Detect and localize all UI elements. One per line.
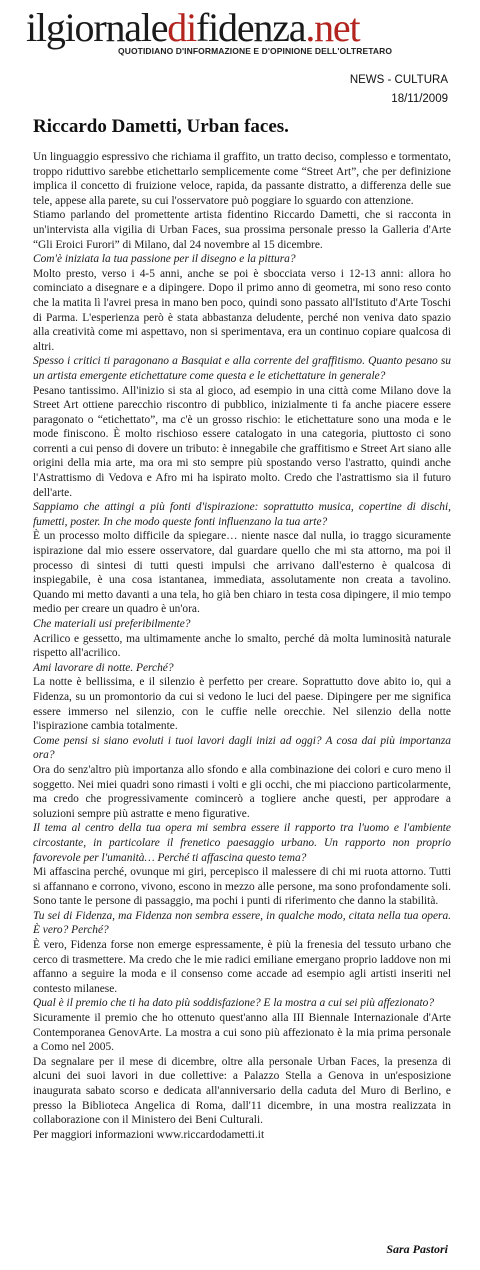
article-paragraph: Pesano tantissimo. All'inizio si sta al gioco, ad esempio in una città come Milano dove la Street Art ottiene parecchio riscontro di pubblico, inizialmente ti fa anche piacere essere paragonato o “etichettato”, ma c'è un grosso rischio: le etichettature sono una moda e le mode finiscono. È molto rischioso essere catalogato in una categoria, piuttosto ci sono correnti a cui penso di dovere un tributo: è innegabile che graffitismo e Street Art siano alle origini della mia arte, ma ora mi sto sempre più spostando verso l'astratto, quindi anche l'Astrattismo di Vedova e Afro mi ha ispirato molto. Credo che l'astrattismo sia il futuro dell'arte. [33,384,451,499]
interview-question: Qual è il premio che ti ha dato più soddisfazione? E la mostra a cui sei più affezionato? [33,997,435,1010]
logo-part-net: .net [305,5,360,50]
logo-part-fidenza: fidenza [196,5,306,50]
site-masthead [26,5,466,60]
site-logo[interactable] [26,5,466,50]
interview-question: Tu sei di Fidenza, ma Fidenza non sembra essere, in qualche modo, citata nella tua opera. È vero? Perché? [33,909,451,937]
article-paragraph: Mi affascina perché, ovunque mi giri, percepisco il malessere di chi mi ruota attorno. Tutti si affannano e corrono, vivono, escono in mezzo alle persone, ma sono profondamente soli. Sono tante le persone di passaggio, ma pochi i punti di riferimento che danno la stabilità. [33,866,451,908]
article-paragraph: Sicuramente il premio che ho ottenuto quest'anno alla III Biennale Internazionale d'Arte Contemporanea GenovArte. La mostra a cui sono più affezionato è la mia prima personale a Como nel 2005. [33,1012,451,1054]
interview-question: Spesso i critici ti paragonano a Basquiat e alla corrente del graffitismo. Quanto pesano su un artista emergente etichettature come questa e le etichettature in generale? [33,355,451,382]
interview-question: Il tema al centro della tua opera mi sembra essere il rapporto tra l'uomo e l'ambiente circostante, in particolare il frenetico paesaggio urbano. Un rapporto non proprio favorevole per l'umanità… Perché ti affascina questo tema? [33,822,451,864]
logo-part-di: di [167,5,197,50]
interview-question: Che materiali usi preferibilmente? [33,618,191,630]
article-paragraph: Un linguaggio espressivo che richiama il graffito, un tratto deciso, complesso e tormentato, troppo riduttivo sarebbe etichettarlo semplicemente come “Street Art”, che per definizione implica il concetto di fruizione veloce, rapida, da passante distratto, a differenza delle sue tele, appese alla parete, su cui l'osservatore può poggiare lo sguardo con attenzione. [33,151,451,207]
article-paragraph: Da segnalare per il mese di dicembre, oltre alla personale Urban Faces, la presenza di alcuni dei suoi lavori in due collettive: a Palazzo Stella a Genova in un'esposizione inaugurata sabato scorso e dedicata all'anniversario della caduta del Muro di Berlino, e presso la Biblioteca Angelica di Roma, dall'11 dicembre, in una mostra realizzata in collaborazione con il Ministero dei Beni Culturali. [33,1055,451,1127]
interview-question: Come pensi si siano evoluti i tuoi lavori dagli inizi ad oggi? A cosa dai più importanza ora? [33,734,451,762]
article-paragraph: È vero, Fidenza forse non emerge espressamente, è più la frenesia del tessuto urbano che cerco di trasmettere. Ma credo che le mie radici emiliane emergano proprio laddove non mi affanno a seguire la moda e il consenso come accade ad esempio agli artisti inseriti nel contesto milanese. [33,939,451,995]
section-label[interactable]: NEWS - CULTURA [349,74,448,86]
article-paragraph: Molto presto, verso i 4-5 anni, anche se poi è sbocciata verso i 12-13 anni: allora ho cominciato a disegnare e a dipingere. Dopo il primo anno di geometra, mi sono reso conto che la matita lì l'avrei presa in mano ben poco, quindi sono passato all'Istituto d'Arte Toschi di Parma. L'esperienza però è stata abbastanza deludente, perché non veniva dato spazio alla creatività come mi aspettavo, non si sperimentava, era un continuo copiare qualcosa di altri. [33,267,451,353]
interview-question: Ami lavorare di notte. Perché? [33,661,174,674]
article-paragraph: Per maggiori informazioni www.riccardodametti.it [33,1128,265,1141]
article-paragraph: È un processo molto difficile da spiegare… niente nasce dal nulla, io traggo sicuramente ispirazione dal mio essere osservatore, dal guardare quello che mi sta attorno, ma poi il processo di sintesi di tutti questi impulsi che arrivano dall'esterno è qualcosa di inspiegabile, è una cosa istantanea, immediata, assolutamente non creata a tavolino. Quando mi metto davanti a una tela, ho già ben chiaro in testa cosa dipingere, il mio tempo medio per creare un quadro è un'ora. [33,530,451,616]
article-paragraph: Acrilico e gessetto, ma ultimamente anche lo smalto, perché dà molta luminosità naturale rispetto all'acrilico. [33,632,451,660]
article-paragraph: Ora do senz'altro più importanza allo sfondo e alla combinazione dei colori e curo meno il soggetto. Nei miei quadri sono rimasti i volti e gli occhi, che mi piacciono particolarmente, ma credo che progressivamente comincerò a togliere anche questi, per approdare a soluzioni sempre più astratte e meno figurative. [33,763,451,820]
article-paragraph: La notte è bellissima, e il silenzio è perfetto per creare. Soprattutto dove abito io, qui a Fidenza, su un promontorio da cui si vedono le luci del paese. Dipingere per me significa essere immerso nel silenzio, con le cuffie nelle orecchie. Nel silenzio della notte l'ispirazione cambia totalmente. [33,676,451,733]
interview-question: Sappiamo che attingi a più fonti d'ispirazione: soprattutto musica, copertine di dischi, fumetti, poster. In che modo queste fonti influenzano la tua arte? [33,501,451,528]
article-paragraph: Stiamo parlando del promettente artista fidentino Riccardo Dametti, che si racconta in un'intervista alla vigilia di Urban Faces, sua prossima personale presso la Galleria d'Arte “Gli Eroici Furori” di Milano, dal 24 novembre al 15 dicembre. [33,209,451,251]
article-author: Sara Pastori [386,1242,448,1256]
publication-date: 18/11/2009 [391,93,448,105]
article-title: Riccardo Dametti, Urban faces. [33,116,289,137]
logo-part-il-giornale: ilgiornale [26,5,168,50]
article-body [33,150,451,1142]
interview-question: Com'è iniziata la tua passione per il disegno e la pittura? [33,253,296,266]
site-tagline: QUOTIDIANO D'INFORMAZIONE E D'OPINIONE DELL'OLTRETARO [118,46,393,56]
